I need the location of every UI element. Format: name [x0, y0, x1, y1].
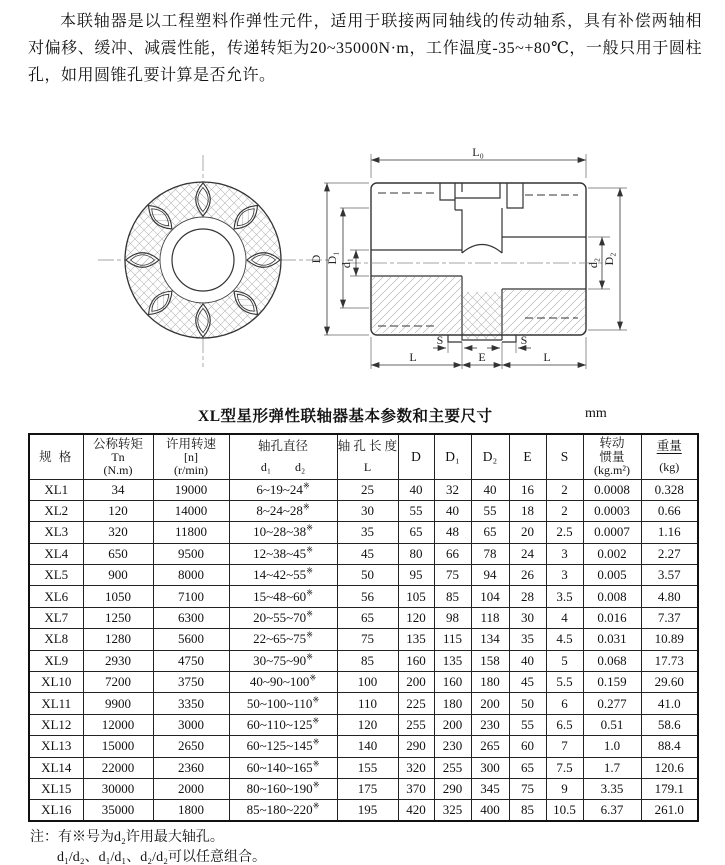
- cell-bore: 10~28~38※: [229, 522, 337, 543]
- cell-D1: 135: [434, 650, 471, 671]
- cell-D: 65: [398, 522, 434, 543]
- cell-D1: 200: [434, 714, 471, 735]
- cell-D2: 345: [471, 778, 509, 799]
- cell-E: 30: [509, 607, 546, 628]
- cell-inertia: 0.0007: [583, 522, 641, 543]
- cell-length: 75: [337, 629, 398, 650]
- dim-label-L-right: L: [543, 350, 551, 364]
- cell-torque: 1280: [83, 629, 153, 650]
- dim-label-D1: D₁: [325, 251, 339, 265]
- cell-speed: 3000: [153, 714, 229, 735]
- cell-torque: 30000: [83, 778, 153, 799]
- cell-S: 4.5: [546, 629, 583, 650]
- cell-speed: 3350: [153, 693, 229, 714]
- cell-E: 50: [509, 693, 546, 714]
- col-header-D1: D₁: [434, 434, 471, 479]
- cell-E: 18: [509, 500, 546, 521]
- cell-bore: 22~65~75※: [229, 629, 337, 650]
- cell-weight: 17.73: [641, 650, 698, 671]
- cell-D1: 98: [434, 607, 471, 628]
- cell-D1: 160: [434, 672, 471, 693]
- cell-length: 195: [337, 800, 398, 821]
- cell-torque: 650: [83, 543, 153, 564]
- cell-D1: 75: [434, 565, 471, 586]
- cell-speed: 2360: [153, 757, 229, 778]
- cell-bore: 85~180~220※: [229, 800, 337, 821]
- front-view: [98, 155, 332, 367]
- cell-bore: 50~100~110※: [229, 693, 337, 714]
- cell-D: 40: [398, 479, 434, 500]
- cell-bore: 60~140~165※: [229, 757, 337, 778]
- table-row: [29, 736, 698, 757]
- cell-D2: 118: [471, 607, 509, 628]
- cell-inertia: 6.37: [583, 800, 641, 821]
- cell-length: 56: [337, 586, 398, 607]
- cell-bore: 60~125~145※: [229, 736, 337, 757]
- cell-E: 75: [509, 778, 546, 799]
- col-header-D: D: [398, 434, 434, 479]
- table-unit: mm: [585, 406, 607, 421]
- cell-S: 3: [546, 565, 583, 586]
- cell-torque: 35000: [83, 800, 153, 821]
- cell-E: 35: [509, 629, 546, 650]
- table-row: [29, 629, 698, 650]
- cell-length: 85: [337, 650, 398, 671]
- cell-D2: 400: [471, 800, 509, 821]
- cell-spec: XL6: [29, 586, 83, 607]
- cell-weight: 0.66: [641, 500, 698, 521]
- cell-spec: XL2: [29, 500, 83, 521]
- cell-E: 28: [509, 586, 546, 607]
- hatch-left-hub: [372, 277, 461, 333]
- col-header-weight: 重量 (kg): [641, 434, 698, 479]
- cell-spec: XL16: [29, 800, 83, 821]
- cell-speed: 14000: [153, 500, 229, 521]
- cell-torque: 1050: [83, 586, 153, 607]
- cell-S: 4: [546, 607, 583, 628]
- cell-E: 24: [509, 543, 546, 564]
- cell-D: 55: [398, 500, 434, 521]
- cell-D1: 32: [434, 479, 471, 500]
- cell-bore: 12~38~45※: [229, 543, 337, 564]
- cell-D: 225: [398, 693, 434, 714]
- cell-D1: 180: [434, 693, 471, 714]
- footnote-line1: 注：有※号为d₂许用最大轴孔。: [30, 830, 224, 845]
- cell-torque: 22000: [83, 757, 153, 778]
- cell-inertia: 0.159: [583, 672, 641, 693]
- cell-S: 3.5: [546, 586, 583, 607]
- cell-speed: 2650: [153, 736, 229, 757]
- cell-D1: 66: [434, 543, 471, 564]
- table-row: [29, 607, 698, 628]
- cell-spec: XL8: [29, 629, 83, 650]
- cell-D: 290: [398, 736, 434, 757]
- cell-speed: 3750: [153, 672, 229, 693]
- footnote-line2: d₁/d₂、d₁/d₁、d₂/d₂可以任意组合。: [57, 850, 266, 865]
- cell-length: 65: [337, 607, 398, 628]
- cell-speed: 9500: [153, 543, 229, 564]
- dim-label-d2: d₂: [586, 257, 600, 269]
- spec-table: [28, 433, 699, 822]
- cell-E: 26: [509, 565, 546, 586]
- intro-paragraph: 本联轴器是以工程塑料作弹性元件，适用于联接两同轴线的传动轴系，具有补偿两轴相对偏移、缓冲、减震性能，传递转矩为20~35000N·m，工作温度-35~+80℃，一般只用于圆柱孔，如用圆锥孔要计算是否允许。: [28, 13, 702, 84]
- cell-D: 160: [398, 650, 434, 671]
- cell-speed: 5600: [153, 629, 229, 650]
- cell-speed: 11800: [153, 522, 229, 543]
- cell-D1: 115: [434, 629, 471, 650]
- cell-weight: 29.60: [641, 672, 698, 693]
- table-row: [29, 500, 698, 521]
- cell-weight: 261.0: [641, 800, 698, 821]
- dim-label-S-left: S: [436, 333, 444, 347]
- table-row: [29, 522, 698, 543]
- cell-spec: XL3: [29, 522, 83, 543]
- hatch-center-sleeve: [463, 292, 501, 339]
- cell-D2: 265: [471, 736, 509, 757]
- cell-D: 120: [398, 607, 434, 628]
- cell-spec: XL10: [29, 672, 83, 693]
- cell-weight: 58.6: [641, 714, 698, 735]
- cell-inertia: 0.008: [583, 586, 641, 607]
- cell-D: 95: [398, 565, 434, 586]
- cell-bore: 8~24~28※: [229, 500, 337, 521]
- cell-bore: 15~48~60※: [229, 586, 337, 607]
- cell-torque: 7200: [83, 672, 153, 693]
- cell-bore: 40~90~100※: [229, 672, 337, 693]
- cell-bore: 80~160~190※: [229, 778, 337, 799]
- table-row: [29, 479, 698, 500]
- col-header-speed: 许用转速 [n] (r/min): [153, 434, 229, 479]
- dim-label-E: E: [478, 350, 486, 364]
- table-body: [29, 479, 698, 821]
- cell-S: 10.5: [546, 800, 583, 821]
- cell-inertia: 1.0: [583, 736, 641, 757]
- dim-label-L-left: L: [409, 350, 417, 364]
- table-row: [29, 693, 698, 714]
- col-header-bore: 轴孔直径 d₁ d₂: [229, 434, 337, 479]
- cell-E: 16: [509, 479, 546, 500]
- cell-spec: XL13: [29, 736, 83, 757]
- cell-D2: 55: [471, 500, 509, 521]
- cell-D1: 48: [434, 522, 471, 543]
- cell-weight: 120.6: [641, 757, 698, 778]
- cell-S: 2.5: [546, 522, 583, 543]
- col-header-torque: 公称转矩 Tn (N.m): [83, 434, 153, 479]
- cell-spec: XL1: [29, 479, 83, 500]
- cell-D1: 290: [434, 778, 471, 799]
- cell-torque: 9900: [83, 693, 153, 714]
- cell-inertia: 0.016: [583, 607, 641, 628]
- dim-label-S-right: S: [520, 333, 528, 347]
- cell-inertia: 0.031: [583, 629, 641, 650]
- cell-spec: XL12: [29, 714, 83, 735]
- cell-S: 6: [546, 693, 583, 714]
- cell-S: 5.5: [546, 672, 583, 693]
- cell-weight: 7.37: [641, 607, 698, 628]
- cell-spec: XL4: [29, 543, 83, 564]
- cell-inertia: 0.002: [583, 543, 641, 564]
- dim-label-L0: L₀: [472, 145, 484, 159]
- cell-torque: 900: [83, 565, 153, 586]
- cell-D1: 230: [434, 736, 471, 757]
- cell-bore: 30~75~90※: [229, 650, 337, 671]
- table-row: [29, 586, 698, 607]
- cell-D: 320: [398, 757, 434, 778]
- cell-D: 200: [398, 672, 434, 693]
- cell-spec: XL15: [29, 778, 83, 799]
- cell-weight: 10.89: [641, 629, 698, 650]
- cell-S: 5: [546, 650, 583, 671]
- cell-D: 420: [398, 800, 434, 821]
- cell-weight: 3.57: [641, 565, 698, 586]
- table-row: [29, 650, 698, 671]
- cell-D2: 158: [471, 650, 509, 671]
- cell-D2: 230: [471, 714, 509, 735]
- col-header-D2: D₂: [471, 434, 509, 479]
- cell-weight: 0.328: [641, 479, 698, 500]
- cell-weight: 41.0: [641, 693, 698, 714]
- cell-D: 255: [398, 714, 434, 735]
- cell-torque: 2930: [83, 650, 153, 671]
- cell-spec: XL9: [29, 650, 83, 671]
- cell-torque: 34: [83, 479, 153, 500]
- cell-D: 370: [398, 778, 434, 799]
- cell-bore: 14~42~55※: [229, 565, 337, 586]
- header-row: [29, 434, 698, 479]
- cell-E: 85: [509, 800, 546, 821]
- cell-torque: 1250: [83, 607, 153, 628]
- cell-S: 2: [546, 500, 583, 521]
- table-row: [29, 714, 698, 735]
- table-row: [29, 672, 698, 693]
- cell-length: 50: [337, 565, 398, 586]
- cell-D1: 255: [434, 757, 471, 778]
- cell-D2: 300: [471, 757, 509, 778]
- cell-E: 65: [509, 757, 546, 778]
- cell-speed: 19000: [153, 479, 229, 500]
- cell-D1: 325: [434, 800, 471, 821]
- cell-inertia: 0.0008: [583, 479, 641, 500]
- cell-D: 80: [398, 543, 434, 564]
- cell-bore: 60~110~125※: [229, 714, 337, 735]
- cell-D2: 104: [471, 586, 509, 607]
- cell-speed: 7100: [153, 586, 229, 607]
- cell-bore: 6~19~24※: [229, 479, 337, 500]
- cell-weight: 1.16: [641, 522, 698, 543]
- cell-inertia: 3.35: [583, 778, 641, 799]
- cell-length: 140: [337, 736, 398, 757]
- cell-speed: 8000: [153, 565, 229, 586]
- cell-torque: 320: [83, 522, 153, 543]
- cell-D2: 94: [471, 565, 509, 586]
- cell-length: 100: [337, 672, 398, 693]
- cell-D2: 200: [471, 693, 509, 714]
- table-row: [29, 565, 698, 586]
- cell-D1: 85: [434, 586, 471, 607]
- cell-inertia: 0.0003: [583, 500, 641, 521]
- dim-label-D2: D₂: [602, 252, 616, 266]
- cell-inertia: 0.277: [583, 693, 641, 714]
- section-view: [309, 145, 627, 369]
- table-row: [29, 778, 698, 799]
- table-row: [29, 543, 698, 564]
- cell-D2: 180: [471, 672, 509, 693]
- cell-weight: 88.4: [641, 736, 698, 757]
- cell-E: 55: [509, 714, 546, 735]
- col-header-S: S: [546, 434, 583, 479]
- cell-speed: 1800: [153, 800, 229, 821]
- cell-D1: 40: [434, 500, 471, 521]
- cell-length: 35: [337, 522, 398, 543]
- cell-bore: 20~55~70※: [229, 607, 337, 628]
- cell-weight: 4.80: [641, 586, 698, 607]
- cell-spec: XL14: [29, 757, 83, 778]
- cell-D2: 65: [471, 522, 509, 543]
- table-title: XL型星形弹性联轴器基本参数和主要尺寸: [198, 408, 493, 425]
- col-header-spec: 规 格: [29, 434, 83, 479]
- cell-spec: XL7: [29, 607, 83, 628]
- cell-inertia: 0.51: [583, 714, 641, 735]
- cell-E: 20: [509, 522, 546, 543]
- dim-label-d1: d₁: [339, 257, 353, 269]
- cell-S: 6.5: [546, 714, 583, 735]
- cell-weight: 2.27: [641, 543, 698, 564]
- cell-inertia: 1.7: [583, 757, 641, 778]
- cell-D2: 78: [471, 543, 509, 564]
- cell-weight: 179.1: [641, 778, 698, 799]
- cell-S: 2: [546, 479, 583, 500]
- cell-E: 45: [509, 672, 546, 693]
- cell-E: 60: [509, 736, 546, 757]
- cell-torque: 120: [83, 500, 153, 521]
- col-header-E: E: [509, 434, 546, 479]
- cell-speed: 2000: [153, 778, 229, 799]
- cell-inertia: 0.005: [583, 565, 641, 586]
- cell-S: 7: [546, 736, 583, 757]
- cell-length: 110: [337, 693, 398, 714]
- cell-spec: XL5: [29, 565, 83, 586]
- cell-D: 135: [398, 629, 434, 650]
- cell-length: 25: [337, 479, 398, 500]
- cell-torque: 15000: [83, 736, 153, 757]
- table-row: [29, 757, 698, 778]
- cell-S: 3: [546, 543, 583, 564]
- cell-D2: 134: [471, 629, 509, 650]
- hatch-right-hub: [503, 290, 585, 333]
- cell-spec: XL11: [29, 693, 83, 714]
- cell-inertia: 0.068: [583, 650, 641, 671]
- cell-speed: 4750: [153, 650, 229, 671]
- cell-S: 7.5: [546, 757, 583, 778]
- cell-length: 120: [337, 714, 398, 735]
- cell-speed: 6300: [153, 607, 229, 628]
- cell-D: 105: [398, 586, 434, 607]
- cell-length: 155: [337, 757, 398, 778]
- technical-drawing: [0, 140, 725, 405]
- table-row: [29, 800, 698, 821]
- cell-length: 175: [337, 778, 398, 799]
- cell-E: 40: [509, 650, 546, 671]
- cell-S: 9: [546, 778, 583, 799]
- cell-length: 45: [337, 543, 398, 564]
- cell-length: 30: [337, 500, 398, 521]
- col-header-inertia: 转动 惯量 (kg.m²): [583, 434, 641, 479]
- dim-label-D: D: [309, 254, 323, 264]
- cell-D2: 40: [471, 479, 509, 500]
- col-header-length: 轴 孔 长 度 L: [337, 434, 398, 479]
- cell-torque: 12000: [83, 714, 153, 735]
